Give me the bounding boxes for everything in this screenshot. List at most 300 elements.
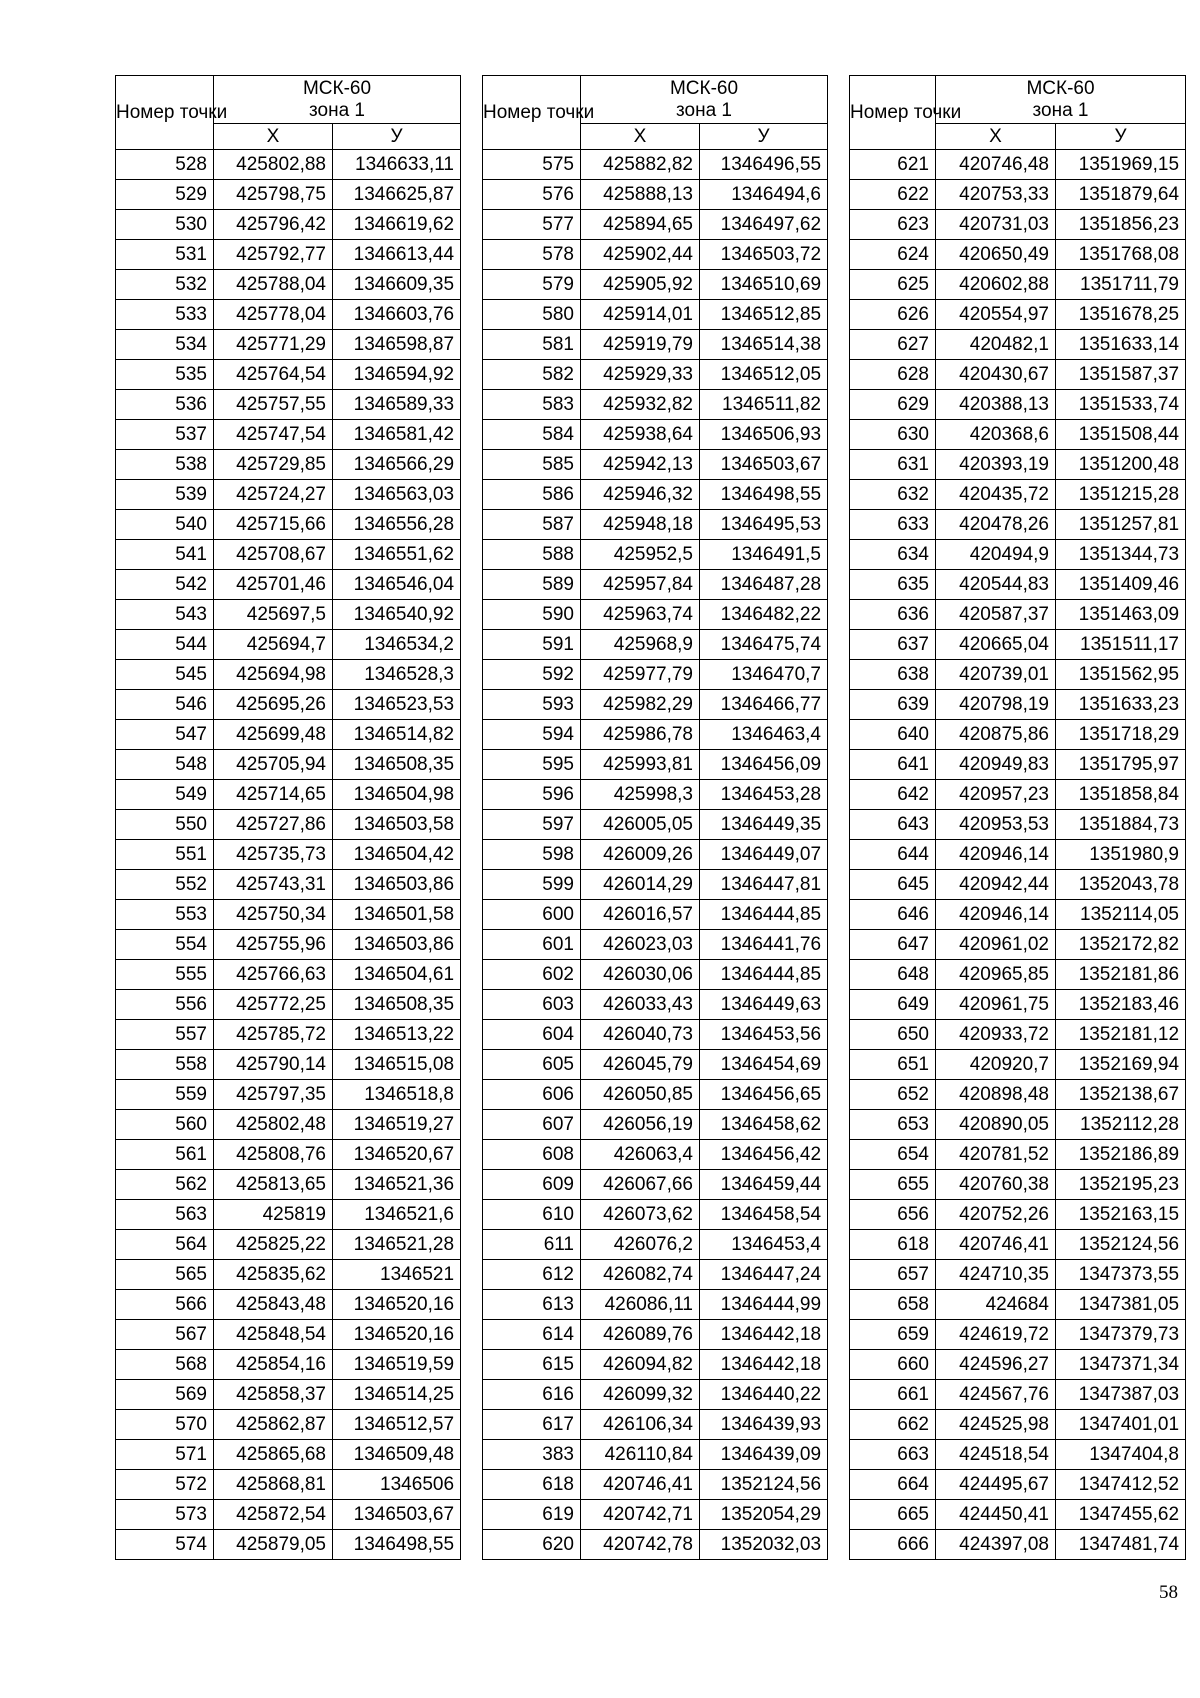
point-number-cell: 603 xyxy=(483,990,581,1020)
point-number-cell: 630 xyxy=(850,420,936,450)
x-coordinate-cell: 425694,7 xyxy=(214,630,333,660)
point-number-cell: 573 xyxy=(116,1500,214,1530)
table-row xyxy=(116,330,461,360)
x-coordinate-cell: 420746,41 xyxy=(581,1470,700,1500)
table-row xyxy=(850,150,1186,180)
x-coordinate-cell: 424525,98 xyxy=(936,1410,1056,1440)
y-coordinate-cell: 1346523,53 xyxy=(333,690,461,720)
x-coordinate-cell: 425750,34 xyxy=(214,900,333,930)
table-row xyxy=(850,690,1186,720)
x-coordinate-cell: 425888,13 xyxy=(581,180,700,210)
y-coordinate-cell: 1346456,42 xyxy=(700,1140,828,1170)
point-number-cell: 557 xyxy=(116,1020,214,1050)
point-number-cell: 627 xyxy=(850,330,936,360)
x-coordinate-cell: 425808,76 xyxy=(214,1140,333,1170)
table-row xyxy=(116,1410,461,1440)
table-row xyxy=(483,1470,828,1500)
point-number-cell: 547 xyxy=(116,720,214,750)
point-number-cell: 614 xyxy=(483,1320,581,1350)
table-row xyxy=(850,900,1186,930)
x-coordinate-cell: 420368,6 xyxy=(936,420,1056,450)
point-number-cell: 652 xyxy=(850,1080,936,1110)
x-coordinate-cell: 420753,33 xyxy=(936,180,1056,210)
x-coordinate-cell: 425977,79 xyxy=(581,660,700,690)
point-number-cell: 605 xyxy=(483,1050,581,1080)
x-coordinate-cell: 425813,65 xyxy=(214,1170,333,1200)
x-coordinate-cell: 425902,44 xyxy=(581,240,700,270)
x-coordinate-cell: 425772,25 xyxy=(214,990,333,1020)
x-coordinate-cell: 425724,27 xyxy=(214,480,333,510)
x-coordinate-cell: 426076,2 xyxy=(581,1230,700,1260)
table-row xyxy=(850,1080,1186,1110)
y-coordinate-cell: 1346459,44 xyxy=(700,1170,828,1200)
point-number-cell: 582 xyxy=(483,360,581,390)
table-row xyxy=(483,660,828,690)
table-row xyxy=(850,960,1186,990)
table-row xyxy=(850,510,1186,540)
point-number-cell: 556 xyxy=(116,990,214,1020)
x-coordinate-cell: 425715,66 xyxy=(214,510,333,540)
point-number-cell: 663 xyxy=(850,1440,936,1470)
x-coordinate-cell: 425952,5 xyxy=(581,540,700,570)
x-coordinate-cell: 426045,79 xyxy=(581,1050,700,1080)
point-number-cell: 579 xyxy=(483,270,581,300)
table-row xyxy=(116,1110,461,1140)
point-number-cell: 620 xyxy=(483,1530,581,1560)
table-row xyxy=(116,840,461,870)
y-coordinate-cell: 1346603,76 xyxy=(333,300,461,330)
table-row xyxy=(483,270,828,300)
point-number-cell: 635 xyxy=(850,570,936,600)
point-number-cell: 549 xyxy=(116,780,214,810)
table-row xyxy=(116,540,461,570)
table-row xyxy=(483,1440,828,1470)
y-coordinate-cell: 1351969,15 xyxy=(1056,150,1186,180)
y-coordinate-cell: 1346511,82 xyxy=(700,390,828,420)
x-coordinate-cell: 420942,44 xyxy=(936,870,1056,900)
y-coordinate-cell: 1346503,67 xyxy=(333,1500,461,1530)
table-row xyxy=(116,960,461,990)
x-coordinate-cell: 425858,37 xyxy=(214,1380,333,1410)
y-coordinate-cell: 1351463,09 xyxy=(1056,600,1186,630)
x-coordinate-cell: 425694,98 xyxy=(214,660,333,690)
point-number-cell: 559 xyxy=(116,1080,214,1110)
table-row xyxy=(116,870,461,900)
y-coordinate-cell: 1351711,79 xyxy=(1056,270,1186,300)
point-number-cell: 584 xyxy=(483,420,581,450)
point-number-cell: 531 xyxy=(116,240,214,270)
y-coordinate-cell: 1351409,46 xyxy=(1056,570,1186,600)
y-coordinate-cell: 1346496,55 xyxy=(700,150,828,180)
x-coordinate-cell: 425802,48 xyxy=(214,1110,333,1140)
x-coordinate-cell: 426094,82 xyxy=(581,1350,700,1380)
y-coordinate-cell: 1346512,57 xyxy=(333,1410,461,1440)
table-row xyxy=(483,1230,828,1260)
point-number-cell: 550 xyxy=(116,810,214,840)
y-coordinate-cell: 1347401,01 xyxy=(1056,1410,1186,1440)
y-coordinate-cell: 1346449,35 xyxy=(700,810,828,840)
table-row xyxy=(850,630,1186,660)
point-number-cell: 644 xyxy=(850,840,936,870)
header-point-number: Номер точки xyxy=(483,76,581,150)
table-row xyxy=(483,240,828,270)
point-number-cell: 638 xyxy=(850,660,936,690)
x-coordinate-cell: 425788,04 xyxy=(214,270,333,300)
point-number-cell: 664 xyxy=(850,1470,936,1500)
y-coordinate-cell: 1346491,5 xyxy=(700,540,828,570)
table-row xyxy=(850,600,1186,630)
table-row xyxy=(483,600,828,630)
table-row xyxy=(483,1020,828,1050)
table-row xyxy=(116,690,461,720)
point-number-cell: 595 xyxy=(483,750,581,780)
y-coordinate-cell: 1346494,6 xyxy=(700,180,828,210)
y-coordinate-cell: 1346594,92 xyxy=(333,360,461,390)
table-row xyxy=(116,300,461,330)
y-coordinate-cell: 1346444,99 xyxy=(700,1290,828,1320)
table-row xyxy=(850,420,1186,450)
table-row xyxy=(850,1530,1186,1560)
table-row xyxy=(850,930,1186,960)
point-number-cell: 540 xyxy=(116,510,214,540)
table-row xyxy=(116,1080,461,1110)
table-row xyxy=(483,1080,828,1110)
y-coordinate-cell: 1352169,94 xyxy=(1056,1050,1186,1080)
x-coordinate-cell: 425843,48 xyxy=(214,1290,333,1320)
x-coordinate-cell: 420760,38 xyxy=(936,1170,1056,1200)
x-coordinate-cell: 425868,81 xyxy=(214,1470,333,1500)
table-row xyxy=(850,1290,1186,1320)
point-number-cell: 593 xyxy=(483,690,581,720)
table-row xyxy=(483,510,828,540)
y-coordinate-cell: 1351678,25 xyxy=(1056,300,1186,330)
x-coordinate-cell: 426023,03 xyxy=(581,930,700,960)
y-coordinate-cell: 1352114,05 xyxy=(1056,900,1186,930)
y-coordinate-cell: 1351533,74 xyxy=(1056,390,1186,420)
table-row xyxy=(483,1200,828,1230)
header-x: X xyxy=(214,124,333,150)
y-coordinate-cell: 1347379,73 xyxy=(1056,1320,1186,1350)
point-number-cell: 538 xyxy=(116,450,214,480)
x-coordinate-cell: 420388,13 xyxy=(936,390,1056,420)
point-number-cell: 537 xyxy=(116,420,214,450)
x-coordinate-cell: 425963,74 xyxy=(581,600,700,630)
table-row xyxy=(483,1410,828,1440)
table-row xyxy=(116,750,461,780)
point-number-cell: 567 xyxy=(116,1320,214,1350)
x-coordinate-cell: 426030,06 xyxy=(581,960,700,990)
table-row xyxy=(850,270,1186,300)
x-coordinate-cell: 426014,29 xyxy=(581,870,700,900)
point-number-cell: 646 xyxy=(850,900,936,930)
point-number-cell: 621 xyxy=(850,150,936,180)
table-row xyxy=(116,900,461,930)
table-row xyxy=(483,1500,828,1530)
x-coordinate-cell: 420920,7 xyxy=(936,1050,1056,1080)
x-coordinate-cell: 420665,04 xyxy=(936,630,1056,660)
x-coordinate-cell: 425932,82 xyxy=(581,390,700,420)
x-coordinate-cell: 425735,73 xyxy=(214,840,333,870)
coordinates-table-2 xyxy=(482,75,828,1560)
y-coordinate-cell: 1351633,23 xyxy=(1056,690,1186,720)
point-number-cell: 585 xyxy=(483,450,581,480)
x-coordinate-cell: 425697,5 xyxy=(214,600,333,630)
y-coordinate-cell: 1346444,85 xyxy=(700,960,828,990)
y-coordinate-cell: 1352043,78 xyxy=(1056,870,1186,900)
point-number-cell: 589 xyxy=(483,570,581,600)
y-coordinate-cell: 1346513,22 xyxy=(333,1020,461,1050)
coordinates-table-3 xyxy=(849,75,1186,1560)
point-number-cell: 543 xyxy=(116,600,214,630)
y-coordinate-cell: 1346441,76 xyxy=(700,930,828,960)
x-coordinate-cell: 426005,05 xyxy=(581,810,700,840)
y-coordinate-cell: 1346439,09 xyxy=(700,1440,828,1470)
x-coordinate-cell: 420544,83 xyxy=(936,570,1056,600)
table-row xyxy=(116,510,461,540)
table-row xyxy=(483,210,828,240)
table-row xyxy=(850,1140,1186,1170)
table-row xyxy=(850,450,1186,480)
table-row xyxy=(116,600,461,630)
x-coordinate-cell: 420953,53 xyxy=(936,810,1056,840)
point-number-cell: 613 xyxy=(483,1290,581,1320)
y-coordinate-cell: 1352112,28 xyxy=(1056,1110,1186,1140)
table-row xyxy=(483,630,828,660)
point-number-cell: 576 xyxy=(483,180,581,210)
y-coordinate-cell: 1351884,73 xyxy=(1056,810,1186,840)
y-coordinate-cell: 1352183,46 xyxy=(1056,990,1186,1020)
point-number-cell: 544 xyxy=(116,630,214,660)
table-row xyxy=(850,870,1186,900)
x-coordinate-cell: 426106,34 xyxy=(581,1410,700,1440)
point-number-cell: 619 xyxy=(483,1500,581,1530)
x-coordinate-cell: 426016,57 xyxy=(581,900,700,930)
point-number-cell: 563 xyxy=(116,1200,214,1230)
x-coordinate-cell: 425729,85 xyxy=(214,450,333,480)
point-number-cell: 602 xyxy=(483,960,581,990)
point-number-cell: 554 xyxy=(116,930,214,960)
y-coordinate-cell: 1346509,48 xyxy=(333,1440,461,1470)
y-coordinate-cell: 1352032,03 xyxy=(700,1530,828,1560)
table-row xyxy=(850,240,1186,270)
x-coordinate-cell: 425802,88 xyxy=(214,150,333,180)
table-row xyxy=(850,1350,1186,1380)
x-coordinate-cell: 425755,96 xyxy=(214,930,333,960)
y-coordinate-cell: 1346556,28 xyxy=(333,510,461,540)
y-coordinate-cell: 1346449,07 xyxy=(700,840,828,870)
point-number-cell: 666 xyxy=(850,1530,936,1560)
y-coordinate-cell: 1346520,16 xyxy=(333,1290,461,1320)
y-coordinate-cell: 1347371,34 xyxy=(1056,1350,1186,1380)
point-number-cell: 599 xyxy=(483,870,581,900)
point-number-cell: 639 xyxy=(850,690,936,720)
y-coordinate-cell: 1346504,42 xyxy=(333,840,461,870)
table-row xyxy=(483,420,828,450)
table-row xyxy=(850,570,1186,600)
table-row xyxy=(116,240,461,270)
point-number-cell: 542 xyxy=(116,570,214,600)
table-row xyxy=(483,150,828,180)
table-row xyxy=(483,1170,828,1200)
y-coordinate-cell: 1346470,7 xyxy=(700,660,828,690)
table-row xyxy=(850,810,1186,840)
x-coordinate-cell: 425919,79 xyxy=(581,330,700,360)
x-coordinate-cell: 425905,92 xyxy=(581,270,700,300)
table-row xyxy=(116,810,461,840)
x-coordinate-cell: 425714,65 xyxy=(214,780,333,810)
x-coordinate-cell: 425946,32 xyxy=(581,480,700,510)
table-row xyxy=(116,1050,461,1080)
point-number-cell: 626 xyxy=(850,300,936,330)
table-row xyxy=(850,1200,1186,1230)
point-number-cell: 643 xyxy=(850,810,936,840)
table-row xyxy=(483,180,828,210)
table-row xyxy=(483,930,828,960)
table-row xyxy=(116,1530,461,1560)
table-row xyxy=(483,1530,828,1560)
table-row xyxy=(483,870,828,900)
point-number-cell: 647 xyxy=(850,930,936,960)
y-coordinate-cell: 1346458,62 xyxy=(700,1110,828,1140)
x-coordinate-cell: 425882,82 xyxy=(581,150,700,180)
point-number-cell: 558 xyxy=(116,1050,214,1080)
table-row xyxy=(850,330,1186,360)
x-coordinate-cell: 420875,86 xyxy=(936,720,1056,750)
y-coordinate-cell: 1346501,58 xyxy=(333,900,461,930)
y-coordinate-cell: 1346633,11 xyxy=(333,150,461,180)
table-row xyxy=(116,1170,461,1200)
table-row xyxy=(116,210,461,240)
y-coordinate-cell: 1351508,44 xyxy=(1056,420,1186,450)
table-row xyxy=(850,300,1186,330)
table-row xyxy=(483,1350,828,1380)
point-number-cell: 656 xyxy=(850,1200,936,1230)
x-coordinate-cell: 425790,14 xyxy=(214,1050,333,1080)
table-row xyxy=(850,1230,1186,1260)
y-coordinate-cell: 1346512,85 xyxy=(700,300,828,330)
point-number-cell: 591 xyxy=(483,630,581,660)
x-coordinate-cell: 420890,05 xyxy=(936,1110,1056,1140)
page-number: 58 xyxy=(1159,1582,1178,1603)
table-row xyxy=(116,270,461,300)
point-number-cell: 655 xyxy=(850,1170,936,1200)
x-coordinate-cell: 425993,81 xyxy=(581,750,700,780)
y-coordinate-cell: 1351215,28 xyxy=(1056,480,1186,510)
table-row xyxy=(483,750,828,780)
y-coordinate-cell: 1346506,93 xyxy=(700,420,828,450)
point-number-cell: 658 xyxy=(850,1290,936,1320)
x-coordinate-cell: 425701,46 xyxy=(214,570,333,600)
x-coordinate-cell: 425797,35 xyxy=(214,1080,333,1110)
coordinates-table-1 xyxy=(115,75,461,1560)
x-coordinate-cell: 420554,97 xyxy=(936,300,1056,330)
y-coordinate-cell: 1346503,86 xyxy=(333,930,461,960)
point-number-cell: 623 xyxy=(850,210,936,240)
point-number-cell: 566 xyxy=(116,1290,214,1320)
y-coordinate-cell: 1351858,84 xyxy=(1056,780,1186,810)
point-number-cell: 545 xyxy=(116,660,214,690)
point-number-cell: 665 xyxy=(850,1500,936,1530)
point-number-cell: 618 xyxy=(483,1470,581,1500)
y-coordinate-cell: 1346503,86 xyxy=(333,870,461,900)
point-number-cell: 541 xyxy=(116,540,214,570)
table-row xyxy=(483,1140,828,1170)
y-coordinate-cell: 1346504,61 xyxy=(333,960,461,990)
table-row xyxy=(850,390,1186,420)
x-coordinate-cell: 426067,66 xyxy=(581,1170,700,1200)
y-coordinate-cell: 1351795,97 xyxy=(1056,750,1186,780)
table-row xyxy=(116,360,461,390)
x-coordinate-cell: 425708,67 xyxy=(214,540,333,570)
y-coordinate-cell: 1346613,44 xyxy=(333,240,461,270)
x-coordinate-cell: 420961,02 xyxy=(936,930,1056,960)
point-number-cell: 548 xyxy=(116,750,214,780)
y-coordinate-cell: 1346518,8 xyxy=(333,1080,461,1110)
table-row xyxy=(483,1290,828,1320)
x-coordinate-cell: 420650,49 xyxy=(936,240,1056,270)
table-row xyxy=(850,540,1186,570)
y-coordinate-cell: 1346521,6 xyxy=(333,1200,461,1230)
x-coordinate-cell: 424596,27 xyxy=(936,1350,1056,1380)
y-coordinate-cell: 1346520,67 xyxy=(333,1140,461,1170)
y-coordinate-cell: 1346453,4 xyxy=(700,1230,828,1260)
y-coordinate-cell: 1346504,98 xyxy=(333,780,461,810)
y-coordinate-cell: 1346515,08 xyxy=(333,1050,461,1080)
x-coordinate-cell: 424619,72 xyxy=(936,1320,1056,1350)
y-coordinate-cell: 1346589,33 xyxy=(333,390,461,420)
x-coordinate-cell: 420742,78 xyxy=(581,1530,700,1560)
table-row xyxy=(483,780,828,810)
y-coordinate-cell: 1346442,18 xyxy=(700,1350,828,1380)
point-number-cell: 583 xyxy=(483,390,581,420)
x-coordinate-cell: 425825,22 xyxy=(214,1230,333,1260)
x-coordinate-cell: 420482,1 xyxy=(936,330,1056,360)
point-number-cell: 660 xyxy=(850,1350,936,1380)
point-number-cell: 650 xyxy=(850,1020,936,1050)
point-number-cell: 564 xyxy=(116,1230,214,1260)
table-row xyxy=(850,180,1186,210)
table-row xyxy=(116,1500,461,1530)
point-number-cell: 607 xyxy=(483,1110,581,1140)
table-row xyxy=(116,1230,461,1260)
x-coordinate-cell: 425785,72 xyxy=(214,1020,333,1050)
table-row xyxy=(850,1020,1186,1050)
table-row xyxy=(116,480,461,510)
x-coordinate-cell: 425798,75 xyxy=(214,180,333,210)
point-number-cell: 577 xyxy=(483,210,581,240)
x-coordinate-cell: 425792,77 xyxy=(214,240,333,270)
y-coordinate-cell: 1346487,28 xyxy=(700,570,828,600)
x-coordinate-cell: 425848,54 xyxy=(214,1320,333,1350)
x-coordinate-cell: 420742,71 xyxy=(581,1500,700,1530)
table-row xyxy=(483,1260,828,1290)
table-row xyxy=(116,1200,461,1230)
table-row xyxy=(850,1440,1186,1470)
x-coordinate-cell: 420898,48 xyxy=(936,1080,1056,1110)
point-number-cell: 572 xyxy=(116,1470,214,1500)
point-number-cell: 539 xyxy=(116,480,214,510)
table-row xyxy=(483,1380,828,1410)
y-coordinate-cell: 1346563,03 xyxy=(333,480,461,510)
x-coordinate-cell: 426110,84 xyxy=(581,1440,700,1470)
y-coordinate-cell: 1347481,74 xyxy=(1056,1530,1186,1560)
y-coordinate-cell: 1347412,52 xyxy=(1056,1470,1186,1500)
table-row xyxy=(483,480,828,510)
point-number-cell: 615 xyxy=(483,1350,581,1380)
y-coordinate-cell: 1346581,42 xyxy=(333,420,461,450)
y-coordinate-cell: 1351633,14 xyxy=(1056,330,1186,360)
table-row xyxy=(483,810,828,840)
